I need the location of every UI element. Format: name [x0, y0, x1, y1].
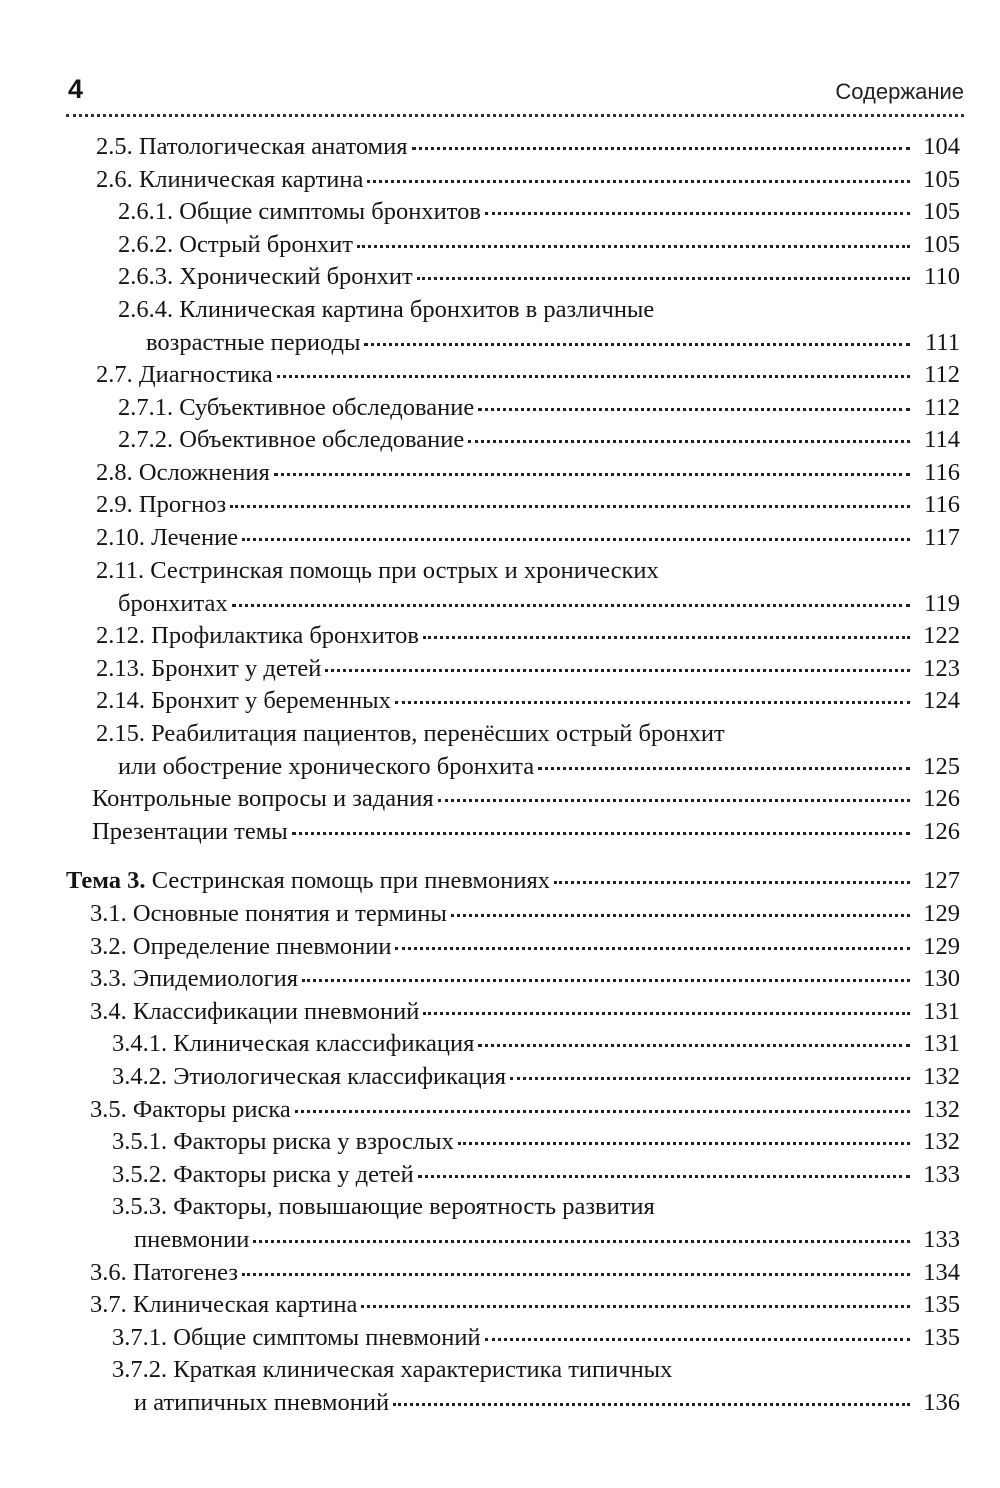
- dot-leader: [361, 1305, 910, 1308]
- running-title: Содержание: [835, 79, 964, 104]
- toc-entry-page: 132: [923, 1063, 960, 1090]
- toc-entry-title: 3.7.1. Общие симптомы пневмоний: [112, 1324, 481, 1351]
- toc-entry-page: 112: [924, 394, 960, 421]
- toc-entry[interactable]: [90, 1289, 960, 1322]
- toc-entry-title: и атипичных пневмоний: [134, 1388, 390, 1416]
- toc-entry-page: 130: [923, 965, 960, 992]
- dot-leader: [232, 604, 910, 607]
- toc-entry-page: 105: [923, 166, 960, 193]
- toc-entry-title: 2.10. Лечение: [96, 524, 239, 551]
- dot-leader: [538, 767, 910, 770]
- toc-entry[interactable]: [118, 229, 960, 262]
- toc-entry-page: 114: [924, 426, 960, 453]
- toc-entry-title: 2.9. Прогноз: [96, 491, 227, 518]
- toc-entry-title: 2.13. Бронхит у детей: [96, 655, 322, 682]
- toc-entry-page: 122: [923, 622, 960, 649]
- dot-leader: [325, 669, 910, 672]
- toc-entry-title: 3.5. Факторы риска: [90, 1096, 291, 1123]
- toc-entry-page: 131: [923, 998, 960, 1025]
- toc-entry-page: 124: [923, 687, 960, 714]
- dot-leader: [393, 1403, 910, 1406]
- toc-entry[interactable]: [90, 1257, 960, 1290]
- toc-entry-page: 135: [923, 1291, 960, 1318]
- toc-entry-title: 3.7. Клиническая картина: [90, 1291, 358, 1318]
- toc-entry[interactable]: [90, 898, 960, 931]
- toc-entry[interactable]: [90, 963, 960, 996]
- toc-entry-page: 129: [923, 933, 960, 960]
- toc-entry-title: возрастные периоды: [146, 328, 361, 356]
- toc-entry[interactable]: [96, 685, 960, 718]
- toc-entry-page: 105: [923, 231, 960, 258]
- toc-entry[interactable]: [112, 1061, 960, 1094]
- dot-leader: [242, 1273, 910, 1276]
- toc-entry[interactable]: [112, 1159, 960, 1192]
- toc-entry[interactable]: [118, 392, 960, 425]
- dot-leader: [478, 408, 910, 411]
- toc-entry-title: Презентации темы: [92, 818, 288, 845]
- dot-leader: [418, 1175, 910, 1178]
- toc-entry[interactable]: [112, 1322, 960, 1355]
- toc-entry-title-line1: 2.6.4. Клиническая картина бронхитов в различные: [118, 296, 655, 323]
- page-header: [66, 74, 964, 117]
- toc-entry-title: 3.4. Классификации пневмоний: [90, 998, 420, 1025]
- toc-entry[interactable]: [96, 359, 960, 392]
- toc-entry-title: 2.6.1. Общие симптомы бронхитов: [118, 198, 481, 225]
- toc-entry-page: 136: [923, 1388, 960, 1416]
- toc-entry-title: 3.5.1. Факторы риска у взрослых: [112, 1128, 454, 1155]
- dot-leader: [554, 881, 910, 884]
- dot-leader: [412, 147, 910, 150]
- dot-leader: [395, 701, 910, 704]
- toc-entry[interactable]: [96, 555, 960, 620]
- toc-entry-title: 3.6. Патогенез: [90, 1259, 239, 1286]
- toc-entry[interactable]: [96, 620, 960, 653]
- toc-entry[interactable]: [112, 1126, 960, 1159]
- dot-leader: [253, 1240, 910, 1243]
- dot-leader: [242, 538, 910, 541]
- toc-entry-page: 134: [923, 1259, 960, 1286]
- toc-entry-page: 129: [923, 900, 960, 927]
- toc-entry-title: 2.7.1. Субъективное обследование: [118, 394, 475, 421]
- toc-entry[interactable]: [96, 718, 960, 783]
- toc-entry-title-line1: 2.15. Реабилитация пациентов, перенёсших острый бронхит: [96, 720, 725, 747]
- toc-entry-title: 3.5.2. Факторы риска у детей: [112, 1161, 414, 1188]
- toc-entry[interactable]: [92, 816, 960, 849]
- toc-entry-title: 2.7.2. Объективное обследование: [118, 426, 465, 453]
- dot-leader: [478, 1044, 910, 1047]
- toc-entry-title: 2.14. Бронхит у беременных: [96, 687, 391, 714]
- toc-entry-page: 126: [923, 818, 960, 845]
- toc-entry-title: 2.12. Профилактика бронхитов: [96, 622, 419, 649]
- toc-entry-title: 3.1. Основные понятия и термины: [90, 900, 447, 927]
- toc-entry-title-line1: 3.5.3. Факторы, повышающие вероятность развития: [112, 1193, 655, 1220]
- dot-leader: [302, 979, 910, 982]
- dot-leader: [485, 1338, 910, 1341]
- dot-leader: [295, 1110, 910, 1113]
- toc-entry-page: 133: [923, 1161, 960, 1188]
- dot-leader: [510, 1077, 910, 1080]
- toc-entry-title: 2.5. Патологическая анатомия: [96, 133, 408, 160]
- dot-leader: [485, 212, 910, 215]
- toc-entry-page: 135: [923, 1324, 960, 1351]
- toc-entry[interactable]: [90, 1094, 960, 1127]
- toc-entry[interactable]: [118, 424, 960, 457]
- toc-entry-page: 117: [924, 524, 960, 551]
- toc-entry-title: 2.6.3. Хронический бронхит: [118, 263, 413, 290]
- toc-entry[interactable]: [96, 131, 960, 164]
- toc-entry-page: 132: [923, 1096, 960, 1123]
- toc-entry-title: 2.8. Осложнения: [96, 459, 270, 486]
- toc-entry-page: 132: [923, 1128, 960, 1155]
- toc-entry-page: 105: [923, 198, 960, 225]
- toc-entry[interactable]: [118, 196, 960, 229]
- toc-entry-topic[interactable]: [66, 865, 960, 898]
- toc-entry-page: 119: [924, 589, 960, 617]
- toc-entry-title: Контрольные вопросы и задания: [92, 785, 434, 812]
- toc-entry[interactable]: [96, 522, 960, 555]
- toc-entry-title: 3.2. Определение пневмонии: [90, 933, 392, 960]
- dot-leader: [274, 473, 910, 476]
- toc-entry[interactable]: [90, 931, 960, 964]
- toc-entry-title: 2.6.2. Острый бронхит: [118, 231, 353, 258]
- toc-entry[interactable]: [96, 164, 960, 197]
- toc-entry[interactable]: [90, 996, 960, 1029]
- toc-entry-title: 2.7. Диагностика: [96, 361, 273, 388]
- toc-entry-page: 127: [923, 867, 960, 894]
- toc-entry-title-line1: 3.7.2. Краткая клиническая характеристика типичных: [112, 1356, 673, 1383]
- dot-leader: [438, 799, 910, 802]
- page-number: 4: [68, 74, 84, 104]
- toc-entry-page: 126: [923, 785, 960, 812]
- topic-title: Сестринская помощь при пневмониях: [145, 867, 550, 894]
- toc-entry-title: 3.3. Эпидемиология: [90, 965, 299, 992]
- toc-entry[interactable]: [118, 261, 960, 294]
- toc-entry[interactable]: [96, 489, 960, 522]
- topic-label: Тема 3.: [66, 867, 146, 894]
- toc-entry-page: 123: [923, 655, 960, 682]
- dot-leader: [292, 832, 910, 835]
- dot-leader: [357, 245, 910, 248]
- toc-entry-page: 125: [923, 752, 960, 780]
- toc-entry-title: [66, 865, 550, 898]
- dot-leader: [230, 505, 910, 508]
- toc-entry[interactable]: [112, 1191, 960, 1256]
- toc-entry-page: 104: [923, 133, 960, 160]
- dot-leader: [417, 277, 910, 280]
- toc-entry[interactable]: [112, 1028, 960, 1061]
- dot-leader: [468, 440, 910, 443]
- toc-entry[interactable]: [96, 653, 960, 686]
- toc-entry-title: пневмонии: [134, 1225, 250, 1253]
- dot-leader: [364, 343, 910, 346]
- toc-entry[interactable]: [112, 1354, 960, 1419]
- dot-leader: [451, 914, 910, 917]
- dot-leader: [395, 947, 910, 950]
- toc-entry-title: 2.6. Клиническая картина: [96, 166, 364, 193]
- toc-entry[interactable]: [118, 294, 960, 359]
- toc-entry-page: 116: [924, 459, 960, 486]
- dot-leader: [423, 1012, 910, 1015]
- toc-entry-page: 111: [925, 328, 960, 356]
- toc-entry-page: 131: [923, 1030, 960, 1057]
- toc-entry-page: 116: [924, 491, 960, 518]
- dot-leader: [423, 636, 910, 639]
- toc-entry-page: 110: [924, 263, 960, 290]
- toc-entry-title: или обострение хронического бронхита: [118, 752, 535, 780]
- toc-entry-title: бронхитах: [118, 589, 228, 617]
- toc-entry-title-line1: 2.11. Сестринская помощь при острых и хронических: [96, 557, 659, 584]
- toc-entry[interactable]: [92, 783, 960, 816]
- dot-leader: [458, 1142, 910, 1145]
- toc-entry-page: 112: [924, 361, 960, 388]
- dot-leader: [277, 375, 910, 378]
- toc-entry-title: 3.4.2. Этиологическая классификация: [112, 1063, 507, 1090]
- dot-leader: [367, 180, 910, 183]
- toc-entry-title: 3.4.1. Клиническая классификация: [112, 1030, 475, 1057]
- toc-entry-page: 133: [923, 1225, 960, 1253]
- toc-entry[interactable]: [96, 457, 960, 490]
